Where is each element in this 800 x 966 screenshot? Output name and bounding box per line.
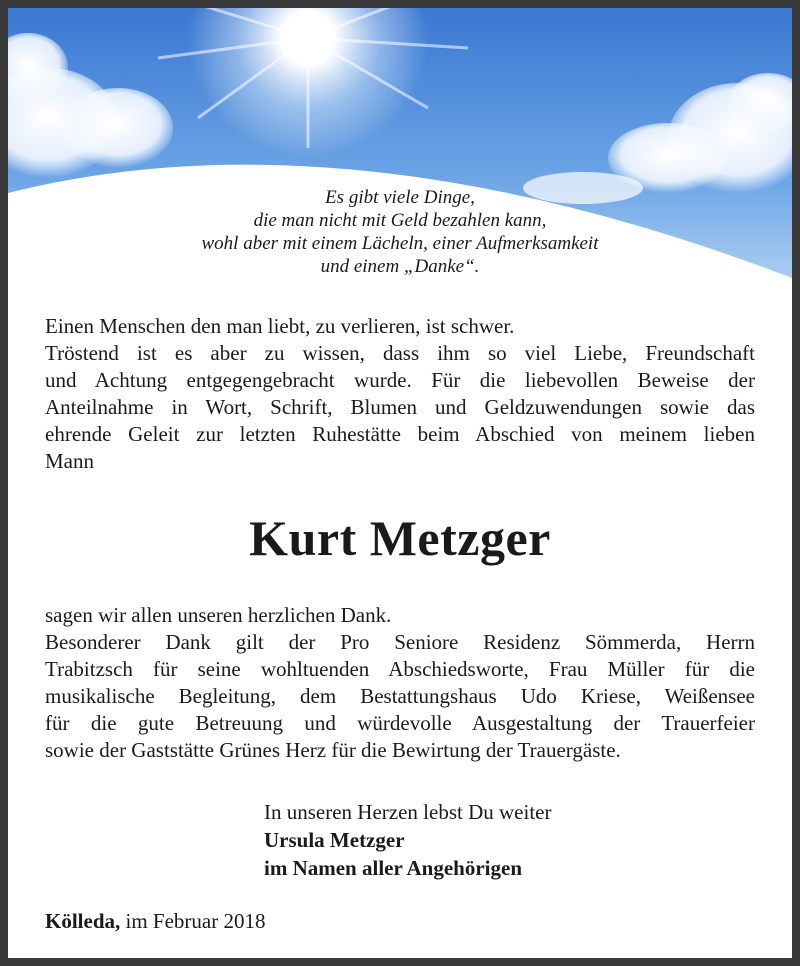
intro-line: Einen Menschen den man liebt, zu verlieren, ist schwer. <box>45 314 515 338</box>
family-line: im Namen aller Angehörigen <box>264 856 523 880</box>
quote-line: die man nicht mit Geld bezahlen kann, <box>253 210 547 231</box>
intro-line: Mann <box>45 449 94 473</box>
closing-line: In unseren Herzen lebst Du weiter <box>264 800 552 824</box>
thanks-line: für die gute Betreuung und würdevolle Ausgestaltung der Trauerfeier <box>45 711 755 735</box>
deceased-name: Kurt Metzger <box>249 510 551 566</box>
signer-name: Ursula Metzger <box>264 828 405 852</box>
quote-line: Es gibt viele Dinge, <box>325 187 475 208</box>
thanks-line: Besonderer Dank gilt der Pro Seniore Residenz Sömmerda, Herrn <box>45 630 755 654</box>
place-town: Kölleda, <box>45 909 121 933</box>
intro-line: ehrende Geleit zur letzten Ruhestätte beim Abschied von meinem lieben <box>45 422 755 446</box>
intro-paragraph <box>45 313 755 475</box>
thanks-paragraph <box>45 602 755 764</box>
quote-line: wohl aber mit einem Lächeln, einer Aufmerksamkeit <box>201 233 599 254</box>
thanks-line: Trabitzsch für seine wohltuenden Abschiedsworte, Frau Müller für die <box>45 657 755 681</box>
thanks-line: musikalische Begleitung, dem Bestattungshaus Udo Kriese, Weißensee <box>45 684 755 708</box>
thanks-line: sowie der Gaststätte Grünes Herz für die Bewirtung der Trauergäste. <box>45 738 621 762</box>
closing-block <box>264 798 551 882</box>
intro-line: Tröstend ist es aber zu wissen, dass ihm so viel Liebe, Freundschaft <box>45 341 755 365</box>
quote <box>8 186 792 278</box>
intro-line: und Achtung entgegengebracht wurde. Für die liebevollen Beweise der <box>45 368 755 392</box>
place-date-text: im Februar 2018 <box>125 909 266 933</box>
place-date <box>45 908 266 935</box>
thanks-line: sagen wir allen unseren herzlichen Dank. <box>45 603 392 627</box>
intro-line: Anteilnahme in Wort, Schrift, Blumen und Geldzuwendungen sowie das <box>45 395 755 419</box>
quote-line: und einem „Danke“. <box>320 256 480 277</box>
